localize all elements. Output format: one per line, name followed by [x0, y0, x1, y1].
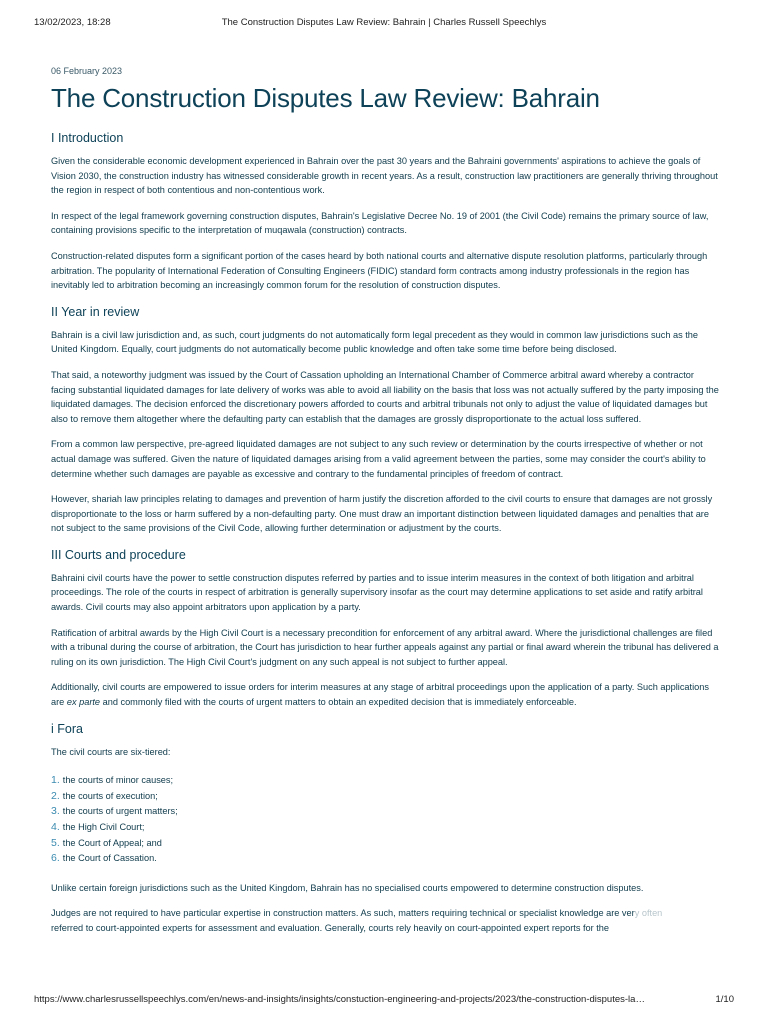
list-number: 6. — [51, 852, 60, 865]
text-run: Judges are not required to have particular expertise in construction matters. As such, matters requiring technical or specialist knowledge are ver — [51, 908, 635, 919]
paragraph: Ratification of arbitral awards by the High Civil Court is a necessary precondition for enforcement of any arbitral award. Where the jurisdictional challenges are filed with a tribunal during the course of arbitration, the Court has jurisdiction to hear further appeals against any partial or final award wherein the tribunal has delivered a ruling on its own jurisdiction. The High Civil Court's judgment on any such appeal is not subject to further appeal. — [51, 627, 719, 667]
paragraph: That said, a noteworthy judgment was issued by the Court of Cassation upholding an International Chamber of Commerce arbitral award whereby a contractor facing substantial liquidated damages for late delivery of works was able to avoid all liability on the basis that loss was not actually suffered by the party imposing the liquidated damages. The decision enforced the discretionary powers afforded to courts and arbitral tribunals not only to adjust the value of liquidated damages but also to remove them altogether where the defaulting party can establish that the damages are grossly disproportionate to the actual loss suffered. — [51, 369, 719, 424]
paragraph: In respect of the legal framework governing construction disputes, Bahrain's Legislative Decree No. 19 of 2001 (the Civil Code) remains the primary source of law, containing provisions specific to the interpretation of muqawala (construction) contracts. — [51, 210, 709, 236]
list-item — [51, 773, 719, 789]
print-page-title: The Construction Disputes Law Review: Bahrain | Charles Russell Speechlys — [221, 17, 547, 28]
paragraph: Bahraini civil courts have the power to settle construction disputes referred by parties and to issue interim measures in the context of both litigation and arbitral proceedings. The role of the courts in respect of arbitration is generally supervisory insofar as the court may determine applications to set aside and ratify arbitral awards. Civil courts may also appoint arbitrators upon application by a party. — [51, 572, 703, 613]
list-text: the courts of urgent matters; — [62, 806, 178, 817]
paragraph: However, shariah law principles relating to damages and prevention of harm justify the discretion afforded to the civil courts to ensure that damages are not grossly disproportionate to the loss or harm suffered by a non-defaulting party. One must draw an important distinction between liquidated damages and penalties that are not subject to the same provisions of the Civil Code, allowing further determination or adjustment by the courts. — [51, 494, 713, 534]
paragraph: Given the considerable economic development experienced in Bahrain over the past 30 years and the Bahraini governments' aspirations to achieve the goals of Vision 2030, the construction industry has witnessed considerable growth in recent years. As a result, construction law practitioners are generally thriving throughout the region in respect of both contentious and non-contentious work. — [51, 156, 718, 196]
list-text: the courts of minor causes; — [62, 775, 174, 786]
list-number: 3. — [51, 805, 60, 818]
courts-list — [51, 773, 719, 867]
text-run: referred to court-appointed experts for assessment and evaluation. Generally, courts rely heavily on court-appointed expert reports for the — [51, 922, 610, 933]
paragraph: Unlike certain foreign jurisdictions such as the United Kingdom, Bahrain has no specialised courts empowered to determine construction disputes. — [51, 882, 644, 893]
article-date: 06 February 2023 — [51, 66, 123, 76]
section-heading-courts-and-procedure: III Courts and procedure — [51, 547, 186, 562]
section-heading-year-in-review: II Year in review — [51, 304, 140, 319]
list-number: 2. — [51, 789, 60, 802]
print-url: https://www.charlesrussellspeechlys.com/en/news-and-insights/insights/constuction-engineering-and-projects/2023/the-construction-disputes-la… — [34, 994, 645, 1005]
paragraph-experts — [51, 906, 719, 935]
list-item — [51, 820, 719, 836]
article — [51, 66, 719, 947]
print-footer — [34, 994, 734, 1008]
list-number: 4. — [51, 821, 60, 833]
print-header — [34, 17, 734, 31]
list-number: 5. — [51, 836, 60, 849]
list-item — [51, 789, 719, 805]
text-run-faded: y often — [634, 908, 663, 919]
text-run: Additionally, civil courts are empowered to issue orders for interim measures at any stage of arbitral proceedings upon the application of a party. Such applications are — [51, 682, 709, 708]
list-text: the High Civil Court; — [62, 822, 145, 832]
paragraph: The civil courts are six-tiered: — [51, 746, 171, 757]
italic-term: ex parte — [66, 697, 101, 708]
list-item — [51, 836, 719, 852]
page-number: 1/10 — [715, 994, 734, 1005]
subsection-heading-fora: i Fora — [51, 721, 83, 736]
section-heading-introduction: I Introduction — [51, 131, 124, 145]
paragraph: Bahrain is a civil law jurisdiction and, as such, court judgments do not automatically form legal precedent as they would in common law jurisdictions such as the United Kingdom. Equally, court judgments do not automatically become public knowledge and often take some time before being disclosed. — [51, 329, 699, 355]
list-text: the Court of Cassation. — [62, 853, 157, 864]
list-text: the Court of Appeal; and — [62, 837, 162, 848]
list-text: the courts of execution; — [62, 790, 158, 801]
paragraph-interim-measures — [51, 680, 719, 709]
text-run: and commonly filed with the courts of urgent matters to obtain an expedited decision that is immediately enforceable. — [100, 697, 577, 708]
paragraph: From a common law perspective, pre-agreed liquidated damages are not subject to any such review or determination by the courts irrespective of whether or not actual damage was suffered. Given the nature of liquidated damages arising from a valid agreement between the parties, some may consider the court's ability to determine whether such damages are payable as excessive and contrary to the fundamental principles of freedom of contract. — [51, 439, 706, 479]
print-timestamp: 13/02/2023, 18:28 — [34, 17, 111, 28]
list-item — [51, 804, 719, 820]
article-title: The Construction Disputes Law Review: Bahrain — [51, 83, 600, 113]
list-item — [51, 851, 719, 867]
list-number: 1. — [51, 774, 60, 787]
paragraph: Construction-related disputes form a significant portion of the cases heard by both national courts and alternative dispute resolution platforms, particularly through arbitration. The popularity of International Federation of Consulting Engineers (FIDIC) standard form contracts among industry professionals in the region has inevitably led to arbitration becoming an increasingly common forum for the resolution of construction disputes. — [51, 250, 708, 291]
